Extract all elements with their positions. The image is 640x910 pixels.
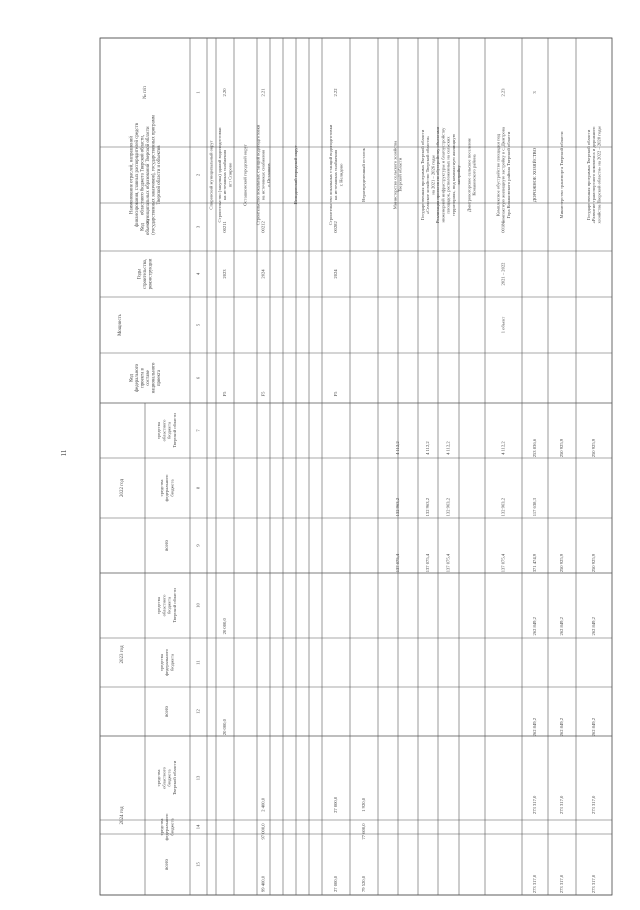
table-cell-name: Комплексное обустройство площадки под [495,133,501,217]
table-cell-name: компактную жилищную застройку в с. Дмитрова [500,127,506,223]
column-number: 13 [195,775,201,781]
header-code: объекта [145,219,151,235]
table-cell-no: 2.21 [260,88,266,97]
table-cell-name: Гора Конаковского района Тверской области [505,131,511,219]
header-federal-budget: средства [158,654,164,671]
header-regional-budget: бюджета [166,596,172,615]
header-regional-budget: областного [161,419,167,442]
header-federal-project: составе [145,370,151,386]
table-cell-name: территориях, под компактную жилищную [450,133,456,217]
column-number: 9 [195,544,201,547]
header-year-2022: 2022 год [120,478,126,498]
table-cell-years: 2024 [260,269,266,279]
table-cell-name: Осташковский городской округ [242,144,248,206]
table-cell-r23: 262 849,2 [532,617,538,636]
header-federal-budget: бюджета [169,653,175,672]
column-number: 10 [195,603,201,608]
header-regional-budget: областного [161,594,167,617]
table-cell-name: на источниках снабжения [333,149,339,201]
table-cell-code: 00212 [260,221,266,233]
header-regional-budget: бюджета [166,421,172,440]
table-cell-name: хозяйства Тверской области» на 2022 – 2028 годы [596,126,602,224]
header-regional-budget: средства [156,769,162,787]
table-cell-t22: 371 474,9 [532,553,538,573]
table-cell-no: 3 [532,91,538,94]
header-federal-budget: федерального [164,474,170,502]
header-regional-budget: Тверской области [171,413,177,448]
table-cell-r23: 20 000,0 [222,618,228,635]
table-cell-code: 00282 [333,221,339,233]
table-cell-name: Строительство (закупка) зданий водоподготовки [216,127,222,223]
table-cell-r22: 4 112,2 [425,441,431,455]
table-cell-r22: 4 112,2 [395,441,401,455]
header-years: Годы [137,268,143,280]
table-cell-r24: 1 920,0 [361,797,367,812]
table-cell-no: 2.20 [222,88,228,97]
table-cell-f22: 132 963,2 [425,498,431,517]
header-regional-budget: бюджета [166,769,172,787]
table-cell-r24: 273 317,0 [559,795,565,815]
column-number: 7 [195,429,201,432]
header-name: (государственных заказчиков), государственных программ [151,115,157,235]
header-federal-budget: средства [158,479,164,497]
header-total: всего [165,706,171,717]
header-years: реконструкции [148,258,154,290]
table-cell-name: Министерство сельского хозяйства [392,140,398,210]
table-cell-name: на 2021 – 2026 годы [430,155,436,195]
column-number: 6 [195,376,201,380]
table-cell-name: Нераспределенный остаток [361,148,367,202]
table-cell-t22: 250 925,9 [591,553,597,573]
table-cell-r24: 273 317,0 [591,795,597,815]
column-number: 14 [195,824,201,830]
table-cell-no: 2.22 [333,88,339,97]
table-cell-f22: 132 963,2 [445,498,451,517]
table-cell-years: 2023 [222,269,228,279]
table-cell-t24: 79 520,0 [361,875,367,893]
table-cell-name: Дмитровогорское сельское поселение [466,138,472,212]
table-cell-t24: 273 317,0 [591,874,597,894]
table-cell-name: Государственная программа Тверской области [585,129,591,221]
table-cell-no: 2.23 [500,88,506,97]
table-cell-t22: 137 075,4 [445,553,451,573]
table-cell-r23: 262 849,2 [591,617,597,636]
header-name: Наименование отраслей, направлений [129,136,135,214]
table-cell-t24: 273 317,0 [532,874,538,894]
table-cell-r22: 250 925,9 [591,438,597,458]
table-cell-power: 1 объект [500,316,506,334]
table-cell-name: Строительство локальных станций водоподготовки [327,124,333,226]
table-cell-years: 2024 [333,269,339,279]
table-cell-name: Нелидовский городской округ [293,145,299,205]
header-number: № п/п [143,86,149,99]
table-cell-f24: 97 000,0 [260,823,266,840]
table-cell-f22: 132 963,2 [500,498,506,517]
table-cell-t24: 27 000,0 [333,875,339,893]
table-cell-t23: 262 849,2 [559,717,565,737]
column-number: 5 [195,323,201,327]
table-cell-t23: 20 000,0 [222,719,228,736]
column-number: 1 [195,91,201,94]
table-cell-f24: 77 600,0 [361,823,367,840]
table-cell-name: Спировский муниципальный округ [208,140,214,210]
header-year-2023: 2023 год [120,645,126,664]
column-number: 15 [195,862,201,867]
table-cell-name: г. Осташков [265,163,271,187]
table-cell-name: площадок, расположенных на сельских [445,136,451,214]
table-cell-name: инженерной инфраструктуры и благоустройству [440,127,446,223]
header-federal-project: проекта в [140,368,146,388]
table-cell-code: 00211 [222,221,228,233]
table-cell-f22: 132 963,2 [395,498,401,517]
header-federal-project: проекта [156,369,162,387]
header-total: всего [165,859,171,870]
header-name: Тверской области и объектов [156,145,162,205]
table-cell-t22: 137 075,4 [425,553,431,573]
table-cell-r22: 4 112,2 [500,441,506,455]
column-number: 2 [195,173,201,177]
table-cell-fp: F5 [333,391,339,397]
table-cell-t24: 273 317,0 [559,874,565,894]
table-cell-name: ДОРОЖНОЕ ХОЗЯЙСТВО [532,147,538,203]
table-cell-r22: 250 925,9 [559,438,565,458]
table-cell-name: застройку [456,165,462,185]
header-federal-project: Код [129,374,135,382]
table-cell-name: Реализация проектов по обустройству объектами [434,126,440,224]
table-cell-r22: 4 112,2 [445,441,451,455]
header-federal-budget: федерального [164,649,170,676]
header-federal-project: федерального [134,363,140,393]
table-cell-name: Строительство локальных станций водоподготовки [255,124,261,226]
header-years: строительства, [143,258,149,290]
table-cell-code: 00186 [500,221,506,233]
table-cell-years: 2021 – 2022 [500,262,506,286]
table-cell-r24: 273 317,0 [532,795,538,815]
table-cell-t22: 250 925,9 [559,553,565,573]
header-federal-budget: федерального [164,813,170,841]
header-regional-budget: Тверской области [171,760,177,796]
table-cell-name: «Развитие транспортного комплекса и дорожного [591,126,597,224]
header-federal-budget: бюджета [169,818,175,836]
table-cell-f22: 117 638,3 [532,498,538,517]
table-cell-name: Государственная программа Тверской области [419,129,425,221]
table-cell-r22: 253 836,6 [532,438,538,458]
table-cell-t22: 137 075,4 [395,553,401,573]
table-cell-t23: 262 849,2 [532,717,538,737]
table-cell-t24: 99 400,0 [260,875,266,893]
column-number: 8 [195,486,201,490]
header-power: Мощность [118,314,124,336]
table-cell-fp: F5 [222,391,228,397]
header-name: финансирования, главных распорядителей средств [134,123,140,227]
table-cell-r23: 262 849,2 [559,617,565,636]
table-cell-r24: 2 400,0 [260,797,266,812]
table-cell-name: Тверской области [397,157,403,193]
header-regional-budget: средства [156,422,162,439]
table-cell-name: Конаковского района [471,154,477,196]
header-federal-project: национального [151,362,157,394]
header-regional-budget: средства [156,597,162,614]
header-year-2024: 2024 год [120,806,126,825]
table-cell-r24: 27 000,0 [333,796,339,813]
table-cell-t22: 137 075,4 [500,553,506,573]
table-cell-t23: 262 849,2 [591,717,597,737]
header-name: областного бюджета Тверской области, [140,134,146,216]
page-number: 11 [60,449,68,457]
table-cell-name: Министерство транспорта Тверской области [559,131,565,219]
table-cell-name: г. Нелидово [338,163,344,187]
header-federal-budget: средства [158,818,164,836]
column-number: 12 [195,709,201,714]
table-cell-name: на источниках снабжения [222,149,228,201]
table-cell-name: пгт Спирово [227,162,233,188]
table-cell-fp: F5 [260,391,266,397]
column-number: 11 [195,660,201,665]
table-cell-name: «Сельское хозяйство Тверской области» [425,135,431,215]
header-name: муниципальных образований Тверской области [145,126,151,224]
header-code: Код [140,223,146,231]
header-total: всего [165,540,171,551]
header-regional-budget: Тверской области [171,588,177,623]
column-number: 3 [195,225,201,229]
table-cell-name: на источниках снабжения [260,149,266,201]
column-number: 4 [195,272,201,276]
header-federal-budget: бюджета [169,479,175,497]
header-regional-budget: областного [161,767,167,789]
